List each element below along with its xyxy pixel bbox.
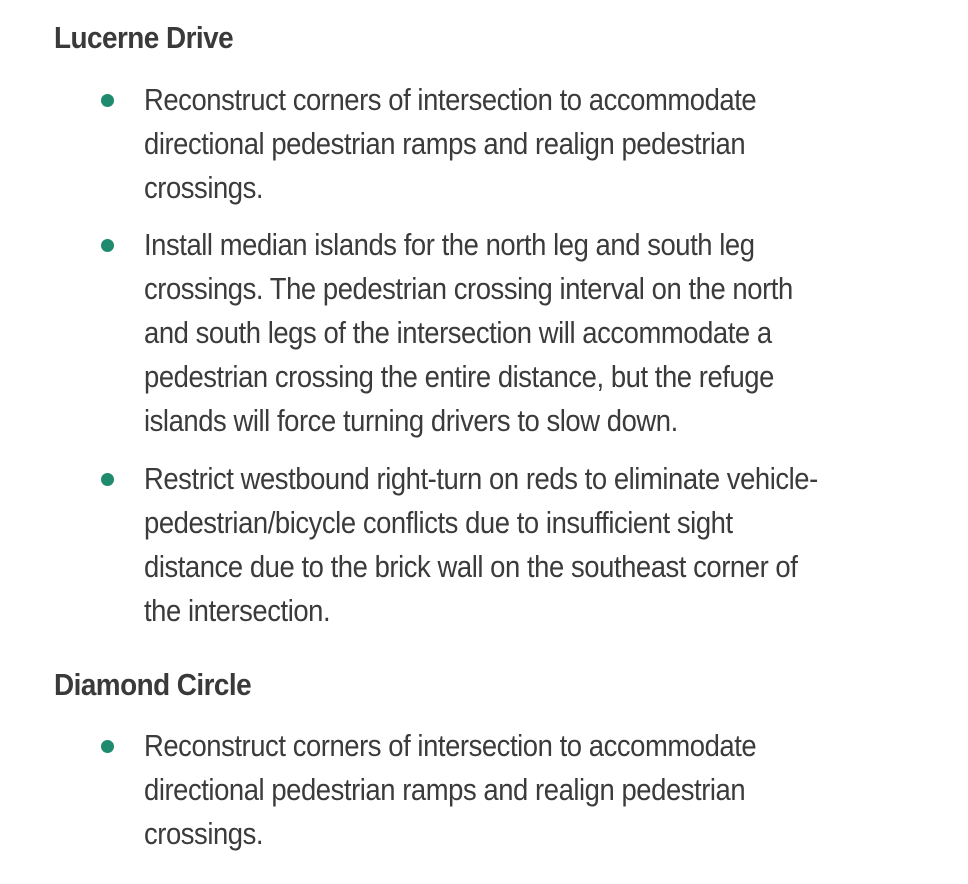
text-line: directional pedestrian ramps and realign pedestrian: [144, 772, 746, 807]
bullet-text: [144, 223, 932, 443]
text-line: pedestrian/bicycle conflicts due to insufficient sight: [144, 505, 733, 540]
bullet-dot-icon: [101, 94, 114, 107]
text-line: crossings. The pedestrian crossing interval on the north: [144, 271, 793, 306]
section-heading-diamond-circle: Diamond Circle: [54, 667, 252, 702]
section-heading-lucerne-drive: Lucerne Drive: [54, 20, 234, 55]
text-line: islands will force turning drivers to slow down.: [144, 403, 678, 438]
text-line: crossings.: [144, 816, 264, 851]
text-line: Restrict westbound right-turn on reds to eliminate vehicle-: [144, 461, 818, 496]
bullet-text: [144, 78, 932, 210]
text-line: distance due to the brick wall on the southeast corner of: [144, 549, 798, 584]
text-line: the intersection.: [144, 593, 331, 628]
text-line: directional pedestrian ramps and realign pedestrian: [144, 126, 746, 161]
bullet-text: [144, 724, 932, 856]
bullet-dot-icon: [101, 473, 114, 486]
text-line: and south legs of the intersection will accommodate a: [144, 315, 772, 350]
text-line: pedestrian crossing the entire distance, but the refuge: [144, 359, 774, 394]
text-line: crossings.: [144, 170, 264, 205]
text-line: Reconstruct corners of intersection to accommodate: [144, 728, 757, 763]
bullet-dot-icon: [101, 740, 114, 753]
bullet-dot-icon: [101, 239, 114, 252]
bullet-text: [144, 457, 932, 633]
text-line: Install median islands for the north leg and south leg: [144, 227, 755, 262]
text-line: Reconstruct corners of intersection to accommodate: [144, 82, 757, 117]
